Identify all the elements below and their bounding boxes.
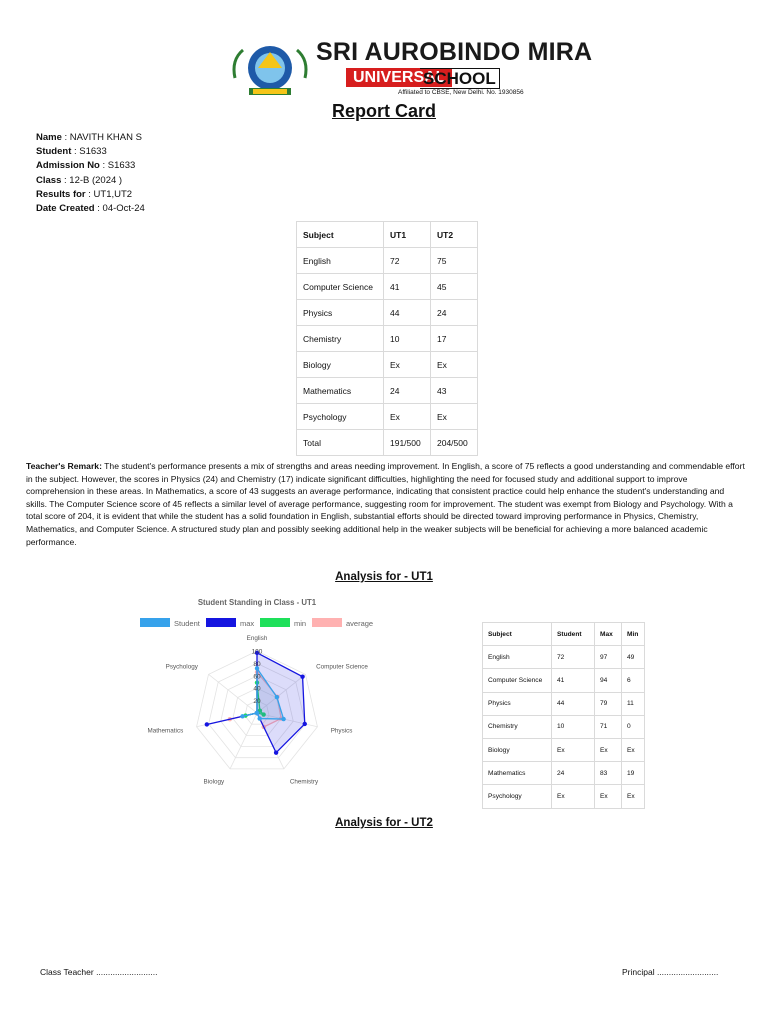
radar-axis-label: Biology (203, 778, 225, 786)
table-row (483, 646, 645, 669)
info-name: Name : NAVITH KHAN S (36, 132, 142, 143)
marks-cell: Computer Science (297, 274, 384, 300)
info-class: Class : 12-B (2024 ) (36, 174, 123, 186)
analysis-cell: Ex (595, 785, 622, 808)
marks-cell: 17 (431, 326, 478, 352)
data-point-max (205, 722, 209, 726)
marks-header-cell: UT2 (431, 222, 478, 248)
radar-axis-label: Physics (330, 727, 353, 735)
marks-cell: 191/500 (384, 430, 431, 456)
marks-cell: Mathematics (297, 378, 384, 404)
radar-axis-label: Chemistry (289, 778, 319, 786)
analysis-cell: Physics (483, 692, 552, 715)
ut1-analysis-title: Analysis for - UT1 (335, 571, 433, 583)
marks-cell: 43 (431, 378, 478, 404)
analysis-cell: Ex (552, 785, 595, 808)
table-row (483, 762, 645, 785)
analysis-cell: 44 (552, 692, 595, 715)
analysis-cell: Ex (622, 785, 645, 808)
info-date: Date Created : 04-Oct-24 (36, 203, 145, 215)
report-title: Report Card (331, 101, 436, 121)
marks-cell: 72 (384, 248, 431, 274)
radar-chart (134, 592, 394, 792)
affiliation-text: Affiliated to CBSE, New Delhi. No. 1930856 (398, 89, 524, 96)
data-point-max (300, 674, 304, 678)
marks-header-cell: UT1 (384, 222, 431, 248)
student-info (36, 131, 145, 216)
info-admission: Admission No : S1633 (36, 160, 136, 172)
marks-cell: Psychology (297, 404, 384, 430)
radar-axis-label: Psychology (165, 663, 198, 671)
analysis-cell: 6 (622, 669, 645, 692)
school-name: SRI AUROBINDO MIRA (316, 38, 593, 66)
analysis-cell: Chemistry (483, 715, 552, 738)
analysis-cell: Mathematics (483, 762, 552, 785)
analysis-cell: 11 (622, 692, 645, 715)
school-word-label: SCHOOL (420, 68, 500, 89)
radar-tick-label: 60 (253, 673, 261, 681)
table-row (297, 274, 478, 300)
radar-tick-label: 100 (251, 648, 263, 656)
analysis-table (482, 622, 645, 809)
table-row (483, 785, 645, 808)
ut2-analysis-title: Analysis for - UT2 (335, 817, 433, 829)
analysis-header-cell: Min (622, 623, 645, 646)
marks-table (296, 221, 478, 456)
marks-cell: 24 (431, 300, 478, 326)
legend-swatch (206, 618, 236, 627)
table-row (297, 248, 478, 274)
data-point-Student (255, 711, 259, 715)
data-point-Student (257, 716, 261, 720)
remark-text: The student's performance presents a mix of strengths and areas needing improvement. In English, a score of 75 reflects a good understanding and commendable effort in the subject. However, the scores in Physics (24) and Chemistry (17) indicate significant difficulties, highlighting the need for focused study and additional support to improve comprehension in these areas. In Mathematics, a score of 43 suggests an average performance, indicating that consistent practice could help enhance the student's understanding and skills. The Computer Science score of 45 reflects a similar level of average performance, suggesting room for improvement. The student was exempt from Biology and Psychology. With a total score of 204, it is evident that while the student has a solid foundation in English, substantial efforts should be directed toward improving performance in Physics, Chemistry, Mathematics, and Computer Science. A structured study plan and possibly seeking additional help in the weaker subjects will be beneficial for achieving a more balanced academic performance. (26, 461, 745, 547)
analysis-cell: Ex (552, 738, 595, 761)
analysis-cell: Psychology (483, 785, 552, 808)
data-point-Student (281, 717, 285, 721)
analysis-cell: 83 (595, 762, 622, 785)
analysis-cell: 49 (622, 646, 645, 669)
table-row (297, 352, 478, 378)
info-results: Results for : UT1,UT2 (36, 188, 133, 200)
analysis-header-cell: Max (595, 623, 622, 646)
data-point-Student (275, 695, 279, 699)
teacher-remark (26, 460, 746, 548)
analysis-cell: 19 (622, 762, 645, 785)
radar-tick-label: 20 (253, 698, 261, 706)
data-point-max (274, 750, 278, 754)
marks-cell: 44 (384, 300, 431, 326)
marks-cell: Ex (384, 352, 431, 378)
marks-cell: 45 (431, 274, 478, 300)
chart-title: Student Standing in Class - UT1 (197, 598, 317, 607)
legend-swatch (260, 618, 290, 627)
data-point-max (303, 722, 307, 726)
analysis-cell: 41 (552, 669, 595, 692)
marks-header-cell: Subject (297, 222, 384, 248)
radar-spoke (230, 713, 257, 769)
marks-cell: 24 (384, 378, 431, 404)
radar-axis-label: Mathematics (147, 727, 184, 735)
remark-label: Teacher's Remark: (26, 461, 102, 471)
radar-tick-label: 80 (253, 660, 261, 668)
radar-tick-label: 40 (253, 685, 261, 693)
marks-cell: English (297, 248, 384, 274)
principal-signature: Principal .......................... (622, 967, 719, 977)
analysis-cell: English (483, 646, 552, 669)
table-row (483, 692, 645, 715)
analysis-cell: 94 (595, 669, 622, 692)
legend-swatch (312, 618, 342, 627)
analysis-cell: 0 (622, 715, 645, 738)
marks-cell: 204/500 (431, 430, 478, 456)
legend-label: max (240, 619, 255, 628)
radar-chart-svg (134, 592, 394, 792)
school-universal-label: UNIVERSAL (346, 68, 452, 87)
radar-axis-label: Computer Science (316, 663, 368, 671)
marks-cell: Biology (297, 352, 384, 378)
marks-cell: Physics (297, 300, 384, 326)
analysis-header-cell: Student (552, 623, 595, 646)
legend-swatch (140, 618, 170, 627)
analysis-cell: 72 (552, 646, 595, 669)
marks-cell: 41 (384, 274, 431, 300)
analysis-cell: 71 (595, 715, 622, 738)
marks-cell: Ex (384, 404, 431, 430)
table-row (297, 430, 478, 456)
legend-label: min (294, 619, 307, 628)
analysis-cell: Ex (595, 738, 622, 761)
school-logo (229, 38, 311, 100)
analysis-cell: Computer Science (483, 669, 552, 692)
analysis-cell: 79 (595, 692, 622, 715)
table-row (297, 326, 478, 352)
analysis-header-cell: Subject (483, 623, 552, 646)
marks-cell: Ex (431, 404, 478, 430)
table-row (297, 378, 478, 404)
analysis-cell: Ex (622, 738, 645, 761)
marks-cell: Total (297, 430, 384, 456)
legend-label: Student (174, 619, 200, 628)
marks-cell: Ex (431, 352, 478, 378)
radar-axis-label: English (246, 634, 268, 642)
table-row (483, 715, 645, 738)
legend-label: average (346, 619, 374, 628)
analysis-cell: Biology (483, 738, 552, 761)
class-teacher-signature: Class Teacher .......................... (40, 967, 158, 977)
table-row (483, 669, 645, 692)
marks-cell: 75 (431, 248, 478, 274)
analysis-cell: 24 (552, 762, 595, 785)
analysis-header-row (483, 623, 645, 646)
marks-header-row (297, 222, 478, 248)
table-row (297, 300, 478, 326)
analysis-cell: 10 (552, 715, 595, 738)
marks-cell: 10 (384, 326, 431, 352)
info-student: Student : S1633 (36, 146, 107, 158)
data-point-Student (240, 714, 244, 718)
table-row (483, 738, 645, 761)
analysis-cell: 97 (595, 646, 622, 669)
table-row (297, 404, 478, 430)
marks-cell: Chemistry (297, 326, 384, 352)
